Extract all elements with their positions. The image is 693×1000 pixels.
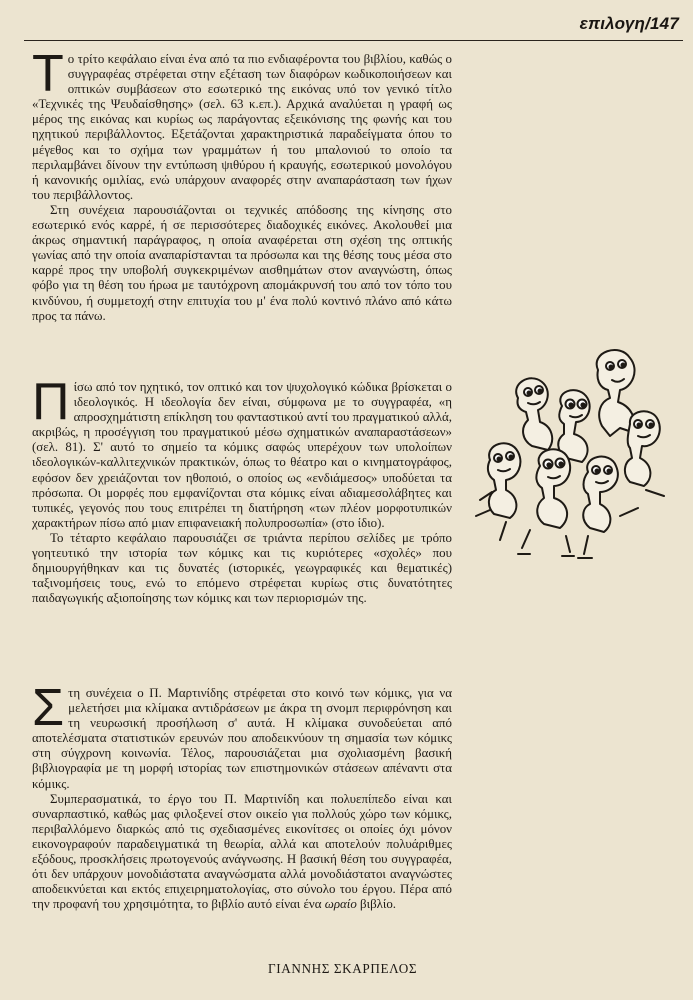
dropcap-tau: Τ (32, 45, 64, 103)
section-3 (32, 679, 452, 912)
author-signature: ΓΙΑΝΝΗΣ ΣΚΑΡΠΕΛΟΣ (268, 961, 418, 976)
paragraph-6 (32, 792, 452, 913)
paragraph-1-text: ο τρίτο κεφάλαιο είναι ένα από τα πιο ενδιαφέροντα του βιβλίου, καθώς ο συγγραφέας στρέφεται στην εξέταση των διαφόρων κωδικοποιήσεων και οπτικών συμβάσεων στο εσωτερικό της εικόνας υπό τον γενικό τίτλο «Τεχνικές της Ψευδαίσθησης» (σελ. 63 κ.επ.). Αρχικά αναλύεται η γραφή ως μέρος της εικόνας και κυρίως ως παράγοντας εξεικόνισης της φωνής και του ηχητικού περιβάλλοντος. Εξετάζονται χαρακτηριστικά παραδείγματα όπου το μέγεθος και το σχήμα των γραμμάτων ή του μπαλονιού το οποίο τα περιλαμβάνει δίνουν την εντύπωση ψιθύρου ή κραυγής, εσωτερικού μονολόγου ή κανονικής ομιλίας, ενώ υπάρχουν αναφορές στην αναπαράσταση των ήχων του περιβάλλοντος. (32, 52, 452, 202)
section-2 (32, 373, 452, 606)
paragraph-4: Το τέταρτο κεφάλαιο παρουσιάζει σε τριάντα περίπου σελίδες με τρόπο γοητευτικό την ιστορία των κόμικς και τις κυριότερες «σχολές» που δημιουργήθηκαν και τις δυνατές (ιστορικές, γεωγραφικές και θεματικές) ταξινομήσεις τους, ενώ το επόμενο στρέφεται κυρίως στις δυνατότητες παιδαγωγικής αξιοποίησης των κόμικς και των περιορισμών της. (32, 530, 452, 606)
paragraph-5 (32, 679, 452, 792)
running-head: επιλογη/147 (579, 14, 679, 33)
dropcap-pi: Π (32, 373, 70, 431)
paragraph-6-text: Συμπερασματικά, το έργο του Π. Μαρτινίδη και πολυεπίπεδο είναι και συναρπαστικό, καθώς μας φιλοξενεί στον οικείο για πολλούς χώρο των κόμικς, περιβαλλόμενο διαρκώς από τις σχεδιασμένες εικονίτσες οι οποίες όχι μόνον εικονογραφούν παραδειγματικά τη θεωρία, αλλά και αποτελούν πολυάριθμες εξόδους, προσκλήσεις πρωτογενούς ανάγνωσης. Η βασική θέση του συγγραφέα, ότι δεν υπάρχουν μονοδιάστατα αναγνώσματα αλλά μονοδιάστατοι αναγνώστες αποδεικνύεται και εκτός επιχειρηματολογίας, στο σύνολο του έργου. Πέρα από την προφανή του χρησιμότητα, το βιβλίο αυτό είναι ένα (32, 791, 452, 912)
emphasis-oraio: ωραίο (324, 897, 357, 912)
section-1 (32, 45, 452, 324)
paragraph-5-text: τη συνέχεια ο Π. Μαρτινίδης στρέφεται στο κοινό των κόμικς, για να μελετήσει μια κλίμακα αντιδράσεων με άκρα τη σνομπ περιφρόνηση και τη νευρωσική προσήλωση σ' αυτά. Η κλίμακα συνοδεύεται από αποτελέσματα στατιστικών ερευνών που αποδεικνύουν τη σημασία των κόμικς στη σύγχρονη κοινωνία. Τέλος, παρουσιάζεται μια σχολιασμένη βασική βιβλιογραφία με τη μορφή ιστορίας των επιστημονικών στάσεων απέναντι στα κόμικς. (32, 686, 452, 791)
paragraph-3-text: ίσω από τον ηχητικό, τον οπτικό και τον ψυχολογικό κώδικα βρίσκεται ο ιδεολογικός. Η ιδεολογία δεν είναι, σύμφωνα με το συγγραφέα, «η απροσχημάτιστη επίκληση του φανταστικού αντί του πραγματικού αλλά, ακριβώς, η προσέγγιση του πραγματικού μέσω σχηματικών αναπαραστάσεων» (σελ. 81). Σ' αυτό το σημείο τα κόμικς σαφώς υπερέχουν των υπολοίπων ιδεολογικών-καλλιτεχνικών πρακτικών, όπως το θέατρο και ο κινηματογράφος, εφόσον δεν χρειάζονται τον ηθοποιό, ο οποίος ως «ενδιάμεσος» υποδύεται τα πρόσωπα. Οι μορφές που εμφανίζονται στα κόμικς είναι αδιαμεσολάβητες και τυπικές, γεγονός που τους επιτρέπει τη διατήρηση «των πλέον μορφοτυπικών χαρακτήρων πίσω από μιαν επιφανειακή πολυπροσωπία» (στο ίδιο). (32, 380, 452, 530)
paragraph-2: Στη συνέχεια παρουσιάζονται οι τεχνικές απόδοσης της κίνησης στο εσωτερικό ενός καρρέ, ή σε περισσότερες διαδοχικές εικόνες. Ακολουθεί μια άκρως σημαντική παράγραφος, η οποία αναφέρεται στη σχέση της οπτικής γωνίας από την οποία αναπαρίστανται τα πρόσωπα και της θέσης τους μέσα στο καρρέ προς την υποβολή συγκεκριμένων αισθημάτων στον αναγνώστη, όπως φόβο για τη θέση του ήρωα με ταυτόχρονη απομάκρυνσή του από τον τόπο του κινδύνου, ή συμμετοχή στην επιτυχία του μ' ένα πολύ κοντινό πλάνο από κάτω προς τα πάνω. (32, 202, 452, 323)
paragraph-1 (32, 45, 452, 203)
header-rule (24, 40, 683, 41)
paragraph-6-end: βιβλίο. (356, 897, 397, 912)
dropcap-sigma: Σ (32, 679, 65, 737)
paragraph-3 (32, 373, 452, 531)
comic-figures-illustration (470, 340, 675, 565)
